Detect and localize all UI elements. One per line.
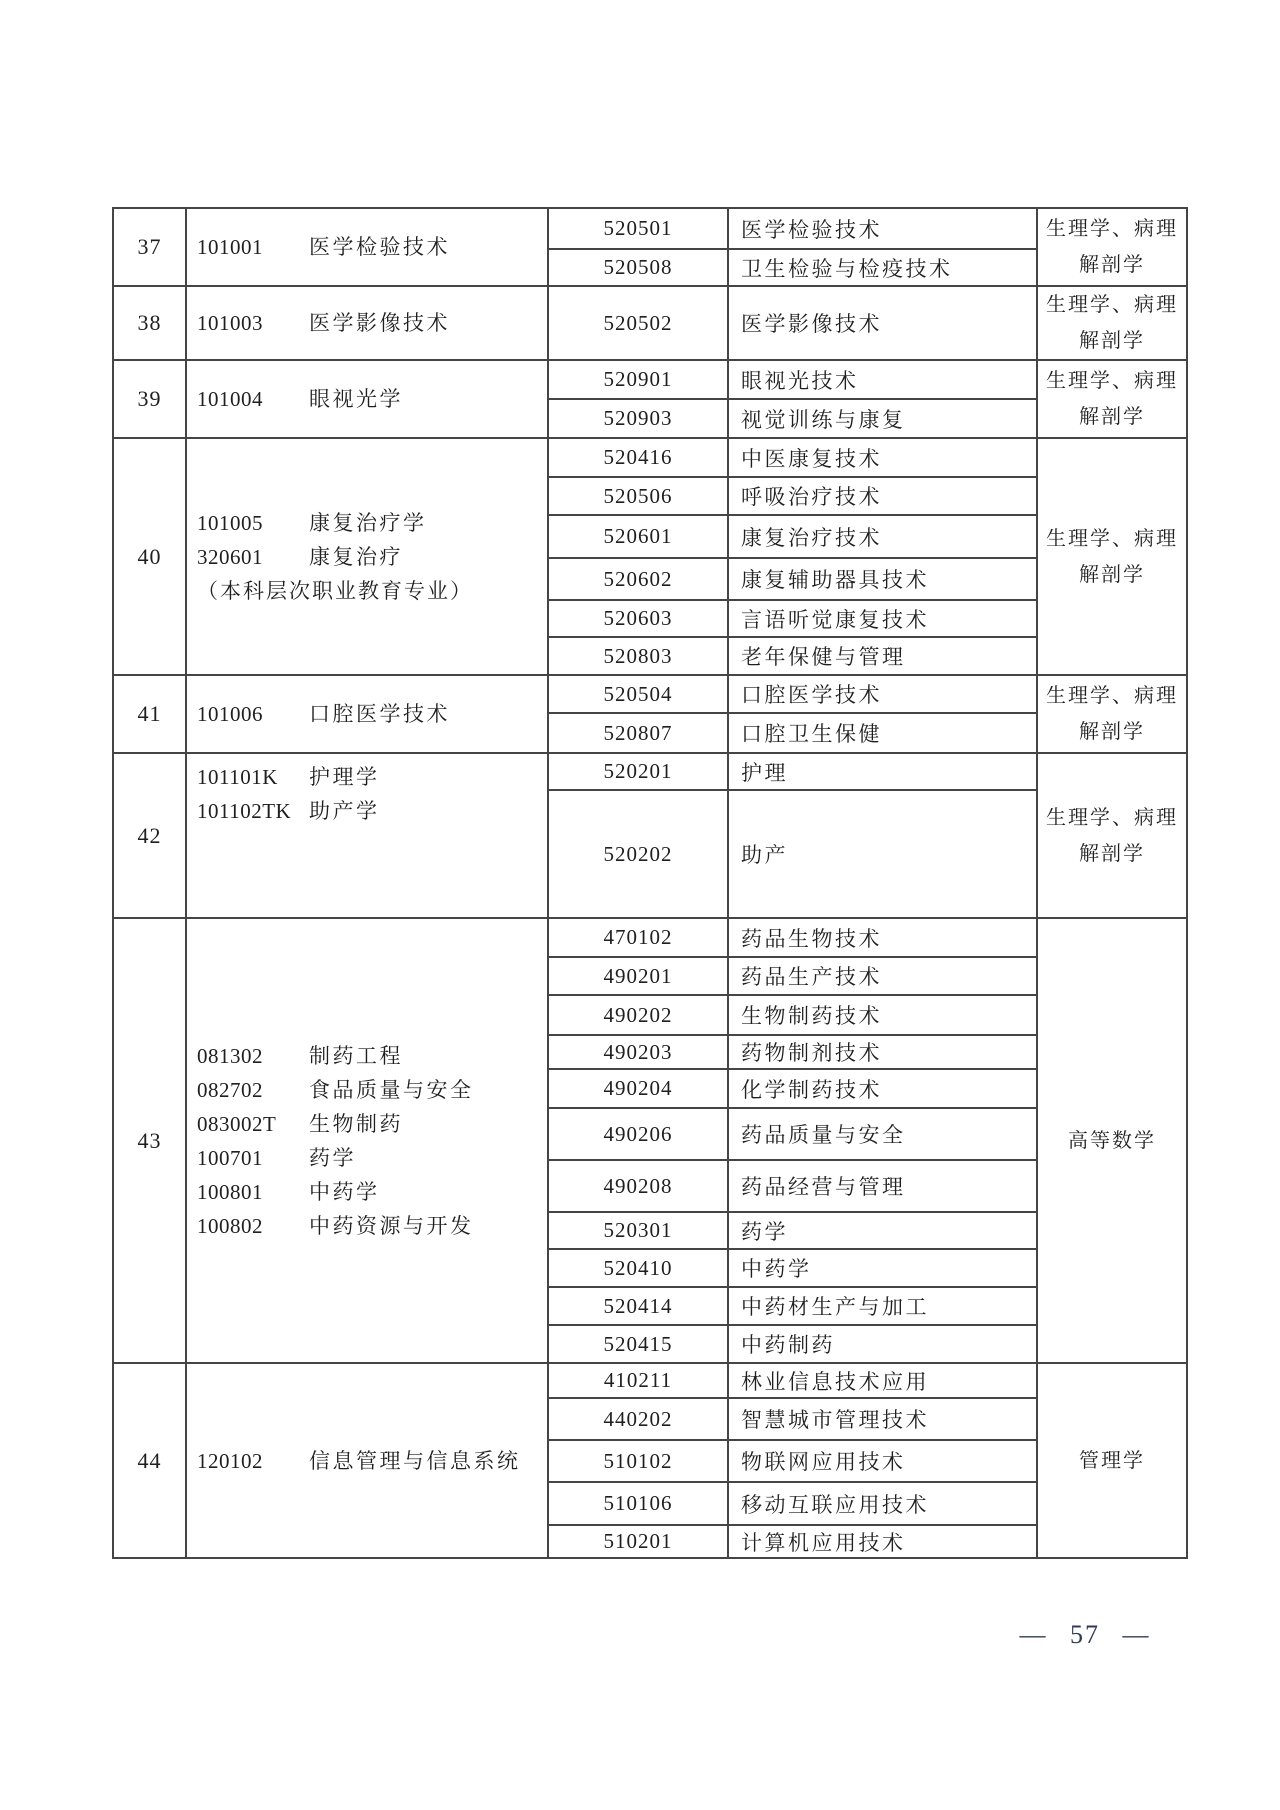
junior-college-code-cell: 490203	[548, 1035, 728, 1069]
junior-college-code-cell: 510106	[548, 1482, 728, 1525]
undergrad-major-line	[197, 1073, 543, 1107]
junior-college-major-cell: 药品生产技术	[728, 957, 1037, 995]
undergrad-major-line	[197, 697, 543, 731]
junior-college-code-cell: 490206	[548, 1108, 728, 1160]
exam-subject-cell: 生理学、病理解剖学	[1037, 286, 1187, 360]
junior-college-major-cell: 药品经营与管理	[728, 1160, 1037, 1212]
table-row	[113, 438, 1187, 477]
row-number-cell: 41	[113, 675, 186, 753]
undergrad-major-code: 081302	[197, 1043, 263, 1068]
majors-mapping-table	[112, 207, 1188, 1559]
undergrad-major-name: 信息管理与信息系统	[309, 1448, 521, 1473]
undergrad-major-name: 医学影像技术	[309, 311, 450, 335]
junior-college-major-cell: 助产	[728, 790, 1037, 918]
undergrad-major-line	[197, 1141, 543, 1175]
junior-college-major-cell: 康复辅助器具技术	[728, 558, 1037, 600]
row-number-cell: 42	[113, 753, 186, 918]
undergrad-major-name: 中药资源与开发	[309, 1213, 474, 1238]
undergrad-major-line	[197, 1175, 543, 1209]
junior-college-code-cell: 470102	[548, 918, 728, 957]
table-row	[113, 360, 1187, 399]
table-row	[113, 753, 1187, 790]
table-row	[113, 1363, 1187, 1398]
junior-college-major-cell: 康复治疗技术	[728, 515, 1037, 558]
junior-college-major-cell: 林业信息技术应用	[728, 1363, 1037, 1398]
junior-college-major-cell: 卫生检验与检疫技术	[728, 249, 1037, 286]
undergrad-major-cell	[186, 675, 548, 753]
junior-college-code-cell: 520903	[548, 399, 728, 438]
junior-college-code-cell: 440202	[548, 1398, 728, 1440]
junior-college-code-cell: 520504	[548, 675, 728, 713]
row-number-cell: 44	[113, 1363, 186, 1558]
junior-college-major-cell: 护理	[728, 753, 1037, 790]
junior-college-code-cell: 510102	[548, 1440, 728, 1482]
junior-college-code-cell: 410211	[548, 1363, 728, 1398]
junior-college-code-cell: 520201	[548, 753, 728, 790]
undergrad-major-cell	[186, 1363, 548, 1558]
undergrad-major-cell	[186, 286, 548, 360]
undergrad-major-cell	[186, 753, 548, 918]
junior-college-code-cell: 510201	[548, 1525, 728, 1558]
undergrad-major-name: 康复治疗	[309, 544, 403, 569]
junior-college-major-cell: 中医康复技术	[728, 438, 1037, 477]
exam-subject-cell: 管理学	[1037, 1363, 1187, 1558]
row-number-cell: 37	[113, 208, 186, 286]
table-row	[113, 286, 1187, 360]
junior-college-code-cell: 520501	[548, 208, 728, 249]
junior-college-code-cell: 520415	[548, 1325, 728, 1363]
exam-subject-cell: 生理学、病理解剖学	[1037, 360, 1187, 438]
undergrad-major-code: 101001	[197, 235, 263, 259]
junior-college-major-cell: 计算机应用技术	[728, 1525, 1037, 1558]
undergrad-major-name: 食品质量与安全	[309, 1077, 474, 1102]
undergrad-major-line	[197, 506, 543, 540]
undergrad-major-line	[197, 306, 543, 340]
junior-college-major-cell: 医学影像技术	[728, 286, 1037, 360]
junior-college-code-cell: 520506	[548, 477, 728, 515]
undergrad-major-code: 100801	[197, 1179, 263, 1204]
junior-college-code-cell: 490201	[548, 957, 728, 995]
undergrad-major-name: 制药工程	[309, 1043, 403, 1068]
undergrad-major-cell	[186, 438, 548, 675]
undergrad-major-line	[197, 230, 543, 264]
junior-college-code-cell: 520410	[548, 1249, 728, 1287]
junior-college-code-cell: 490208	[548, 1160, 728, 1212]
junior-college-code-cell: 520202	[548, 790, 728, 918]
junior-college-major-cell: 智慧城市管理技术	[728, 1398, 1037, 1440]
undergrad-major-code: 101003	[197, 311, 263, 335]
majors-table-body	[113, 208, 1187, 1558]
junior-college-code-cell: 520602	[548, 558, 728, 600]
junior-college-code-cell: 490204	[548, 1069, 728, 1108]
junior-college-code-cell: 490202	[548, 995, 728, 1035]
undergrad-major-cell	[186, 208, 548, 286]
undergrad-major-code: 101004	[197, 387, 263, 411]
undergrad-major-name: 护理学	[309, 765, 380, 789]
undergrad-major-code: 101102TK	[197, 799, 292, 823]
undergrad-major-code: 101006	[197, 702, 263, 726]
junior-college-major-cell: 中药材生产与加工	[728, 1287, 1037, 1325]
undergrad-major-line	[197, 1209, 543, 1243]
junior-college-major-cell: 药品质量与安全	[728, 1108, 1037, 1160]
undergrad-major-code: 100701	[197, 1145, 263, 1170]
junior-college-code-cell: 520803	[548, 637, 728, 675]
undergrad-major-cell	[186, 918, 548, 1363]
junior-college-major-cell: 视觉训练与康复	[728, 399, 1037, 438]
undergrad-major-line	[197, 1107, 543, 1141]
table-row	[113, 208, 1187, 249]
junior-college-code-cell: 520508	[548, 249, 728, 286]
undergrad-major-note: （本科层次职业教育专业）	[197, 578, 473, 603]
exam-subject-cell: 生理学、病理解剖学	[1037, 675, 1187, 753]
junior-college-major-cell: 药物制剂技术	[728, 1035, 1037, 1069]
undergrad-major-code: 100802	[197, 1213, 263, 1238]
junior-college-major-cell: 药学	[728, 1212, 1037, 1249]
undergrad-major-code: 320601	[197, 544, 263, 569]
junior-college-major-cell: 口腔医学技术	[728, 675, 1037, 713]
undergrad-major-code: 082702	[197, 1077, 263, 1102]
undergrad-major-code: 120102	[197, 1448, 263, 1473]
junior-college-code-cell: 520416	[548, 438, 728, 477]
junior-college-major-cell: 中药学	[728, 1249, 1037, 1287]
undergrad-major-line	[197, 794, 543, 828]
row-number-cell: 40	[113, 438, 186, 675]
junior-college-code-cell: 520301	[548, 1212, 728, 1249]
page-number: — 57 —	[1019, 1620, 1151, 1649]
undergrad-major-line	[197, 760, 543, 794]
row-number-cell: 39	[113, 360, 186, 438]
undergrad-major-line	[197, 574, 543, 608]
undergrad-major-name: 中药学	[309, 1179, 380, 1204]
junior-college-major-cell: 眼视光技术	[728, 360, 1037, 399]
exam-subject-cell: 高等数学	[1037, 918, 1187, 1363]
undergrad-major-line	[197, 1039, 543, 1073]
junior-college-major-cell: 生物制药技术	[728, 995, 1037, 1035]
junior-college-major-cell: 医学检验技术	[728, 208, 1037, 249]
undergrad-major-name: 医学检验技术	[309, 235, 450, 259]
junior-college-code-cell: 520502	[548, 286, 728, 360]
undergrad-major-name: 口腔医学技术	[309, 702, 450, 726]
table-row	[113, 918, 1187, 957]
undergrad-major-line	[197, 540, 543, 574]
exam-subject-cell: 生理学、病理解剖学	[1037, 208, 1187, 286]
junior-college-major-cell: 口腔卫生保健	[728, 713, 1037, 753]
junior-college-major-cell: 移动互联应用技术	[728, 1482, 1037, 1525]
junior-college-code-cell: 520807	[548, 713, 728, 753]
junior-college-code-cell: 520601	[548, 515, 728, 558]
junior-college-major-cell: 言语听觉康复技术	[728, 600, 1037, 637]
row-number-cell: 43	[113, 918, 186, 1363]
undergrad-major-code: 083002T	[197, 1111, 277, 1136]
undergrad-major-name: 药学	[309, 1145, 356, 1170]
undergrad-major-name: 康复治疗学	[309, 510, 427, 535]
junior-college-code-cell: 520414	[548, 1287, 728, 1325]
undergrad-major-name: 助产学	[309, 799, 380, 823]
junior-college-major-cell: 老年保健与管理	[728, 637, 1037, 675]
junior-college-code-cell: 520603	[548, 600, 728, 637]
junior-college-major-cell: 化学制药技术	[728, 1069, 1037, 1108]
undergrad-major-name: 眼视光学	[309, 387, 403, 411]
junior-college-code-cell: 520901	[548, 360, 728, 399]
junior-college-major-cell: 呼吸治疗技术	[728, 477, 1037, 515]
junior-college-major-cell: 物联网应用技术	[728, 1440, 1037, 1482]
row-number-cell: 38	[113, 286, 186, 360]
exam-subject-cell: 生理学、病理解剖学	[1037, 438, 1187, 675]
undergrad-major-line	[197, 382, 543, 416]
undergrad-major-cell	[186, 360, 548, 438]
table-row	[113, 675, 1187, 713]
exam-subject-cell: 生理学、病理解剖学	[1037, 753, 1187, 918]
undergrad-major-name: 生物制药	[309, 1111, 403, 1136]
junior-college-major-cell: 药品生物技术	[728, 918, 1037, 957]
undergrad-major-code: 101005	[197, 510, 263, 535]
junior-college-major-cell: 中药制药	[728, 1325, 1037, 1363]
undergrad-major-code: 101101K	[197, 765, 278, 789]
undergrad-major-line	[197, 1444, 543, 1478]
